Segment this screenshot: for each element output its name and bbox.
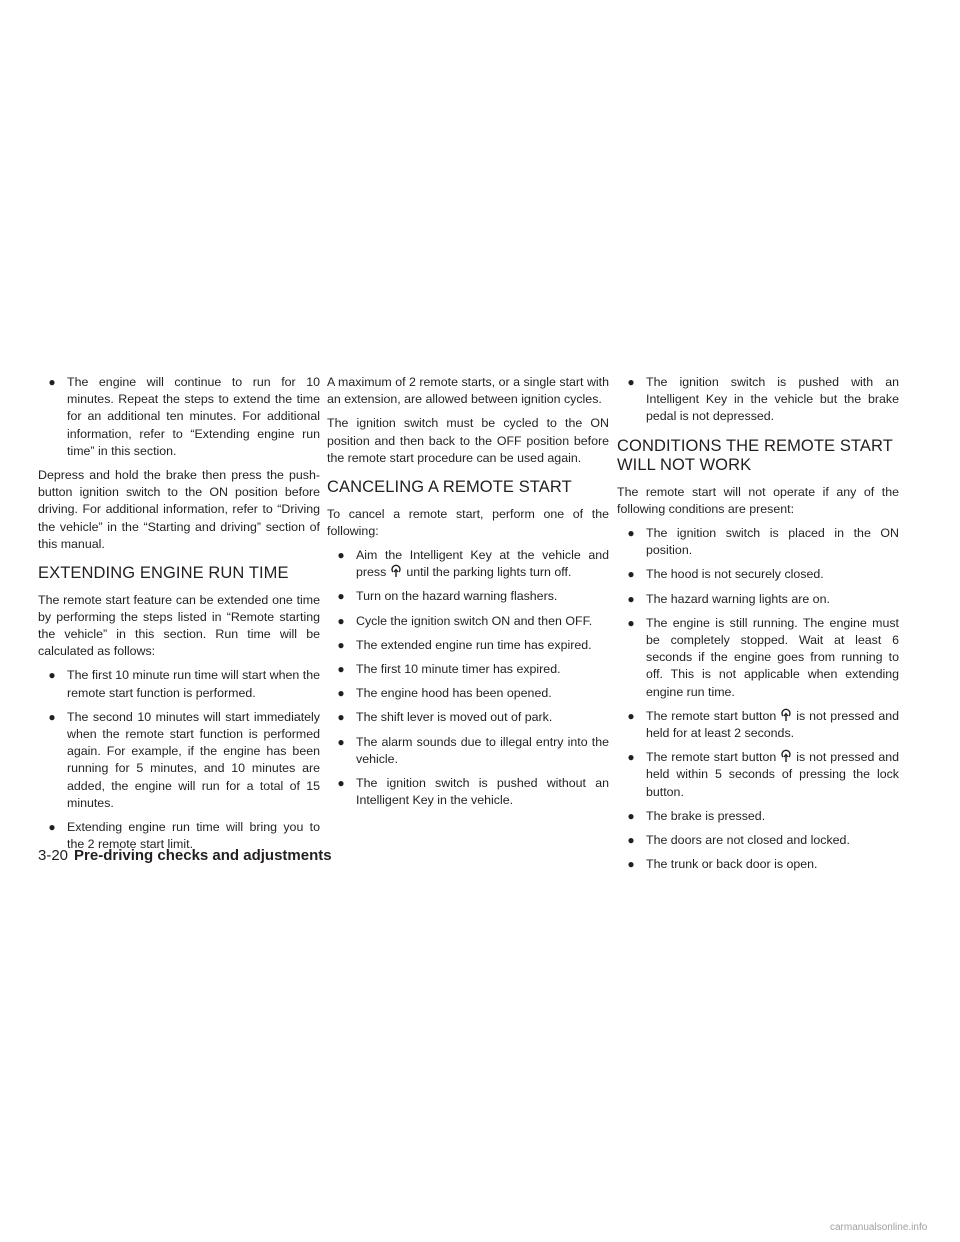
bullet-icon: ●	[627, 375, 635, 389]
paragraph: To cancel a remote start, perform one of the following:	[327, 506, 609, 538]
paragraph: The remote start will not operate if any of the following conditions are present:	[617, 484, 899, 516]
section-title: Pre-driving checks and adjustments	[74, 847, 332, 864]
list-item: ● The ignition switch is pushed with an Intelligent Key in the vehicle but the brake pedal is not depressed.	[624, 374, 899, 426]
bullet-icon: ●	[337, 734, 345, 749]
remote-start-key-icon	[779, 749, 793, 763]
bullet-icon: ●	[48, 819, 56, 834]
remote-start-key-icon	[389, 564, 403, 578]
list-item: ● The hazard warning lights are on.	[624, 591, 899, 608]
section-heading: EXTENDING ENGINE RUN TIME	[38, 564, 289, 583]
bullet-list	[327, 547, 609, 809]
list-item: ● The remote start button is not pressed and held for at least 2 seconds.	[624, 708, 899, 742]
section-heading: CANCELING A REMOTE START	[327, 478, 572, 497]
list-item: ● The engine is still running. The engine must be completely stopped. Wait at least 6 seconds if the engine goes from running to off. This is not applicable when extending engine run time.	[624, 615, 899, 701]
list-item: ● The brake is pressed.	[624, 808, 899, 825]
bullet-list	[617, 374, 899, 426]
bullet-list	[38, 374, 320, 460]
bullet-icon: ●	[337, 637, 345, 652]
paragraph: Depress and hold the brake then press the push-button ignition switch to the ON position before driving. For additional information, refer to “Driving the vehicle” in the “Starting and driving” section of this manual.	[38, 468, 320, 551]
list-item: ● The first 10 minute timer has expired.	[334, 661, 609, 678]
list-item: ● Cycle the ignition switch ON and then OFF.	[334, 613, 609, 630]
list-item: ● The hood is not securely closed.	[624, 566, 899, 583]
list-item: ● The second 10 minutes will start immediately when the remote start function is performed again. For example, if the engine has been running for 5 minutes, and 10 minutes are added, the engine will run for a total of 15 minutes.	[45, 709, 320, 812]
page-number: 3-20	[38, 847, 69, 864]
list-item: ● The trunk or back door is open.	[624, 856, 899, 873]
list-item: ● The first 10 minute run time will start when the remote start function is performed.	[45, 667, 320, 701]
bullet-list	[617, 525, 899, 873]
bullet-list	[38, 667, 320, 853]
paragraph: The remote start feature can be extended one time by performing the steps listed in “Remote starting the vehicle” in this section. Run time will be calculated as follows:	[38, 592, 320, 659]
page-footer	[38, 847, 332, 865]
bullet-icon: ●	[337, 589, 345, 604]
list-item: ● The shift lever is moved out of park.	[334, 709, 609, 726]
list-item: ● The doors are not closed and locked.	[624, 832, 899, 849]
list-item: ● Extending engine run time will bring you to the 2 remote start limit.	[45, 819, 320, 853]
bullet-icon: ●	[627, 857, 635, 872]
column-1	[38, 374, 320, 860]
bullet-icon: ●	[627, 750, 635, 765]
bullet-icon: ●	[627, 567, 635, 582]
list-item: ● The engine hood has been opened.	[334, 685, 609, 702]
bullet-icon: ●	[337, 613, 345, 628]
list-item: ● Turn on the hazard warning flashers.	[334, 588, 609, 605]
list-item: ● The extended engine run time has expired.	[334, 637, 609, 654]
bullet-icon: ●	[48, 709, 56, 724]
list-item: ● The ignition switch is placed in the ON position.	[624, 525, 899, 559]
bullet-icon: ●	[627, 615, 635, 630]
bullet-icon: ●	[48, 375, 56, 389]
list-item: ● The remote start button is not pressed and held within 5 seconds of pressing the lock button.	[624, 749, 899, 801]
bullet-icon: ●	[48, 668, 56, 683]
remote-start-key-icon	[779, 708, 793, 722]
bullet-icon: ●	[627, 808, 635, 823]
column-2	[327, 374, 609, 816]
paragraph: A maximum of 2 remote starts, or a single start with an extension, are allowed between ignition cycles.	[327, 375, 609, 407]
bullet-icon: ●	[337, 775, 345, 790]
section-heading: CONDITIONS THE REMOTE START WILL NOT WORK	[617, 436, 893, 475]
bullet-icon: ●	[627, 526, 635, 541]
bullet-icon: ●	[337, 710, 345, 725]
bullet-icon: ●	[337, 686, 345, 701]
watermark: carmanualsonline.info	[830, 1222, 928, 1233]
list-item: ● The engine will continue to run for 10 minutes. Repeat the steps to extend the time for an additional ten minutes. For additional information, refer to “Extending engine run time” in this section.	[45, 374, 320, 460]
list-item: ● Aim the Intelligent Key at the vehicle and press until the parking lights turn off.	[334, 547, 609, 581]
bullet-icon: ●	[627, 708, 635, 723]
list-item: ● The ignition switch is pushed without an Intelligent Key in the vehicle.	[334, 775, 609, 809]
bullet-icon: ●	[337, 547, 345, 562]
bullet-icon: ●	[627, 591, 635, 606]
bullet-icon: ●	[337, 661, 345, 676]
paragraph: The ignition switch must be cycled to the ON position and then back to the OFF position before the remote start procedure can be used again.	[327, 416, 609, 465]
column-3	[617, 374, 899, 880]
bullet-icon: ●	[627, 833, 635, 848]
list-item: ● The alarm sounds due to illegal entry into the vehicle.	[334, 734, 609, 768]
